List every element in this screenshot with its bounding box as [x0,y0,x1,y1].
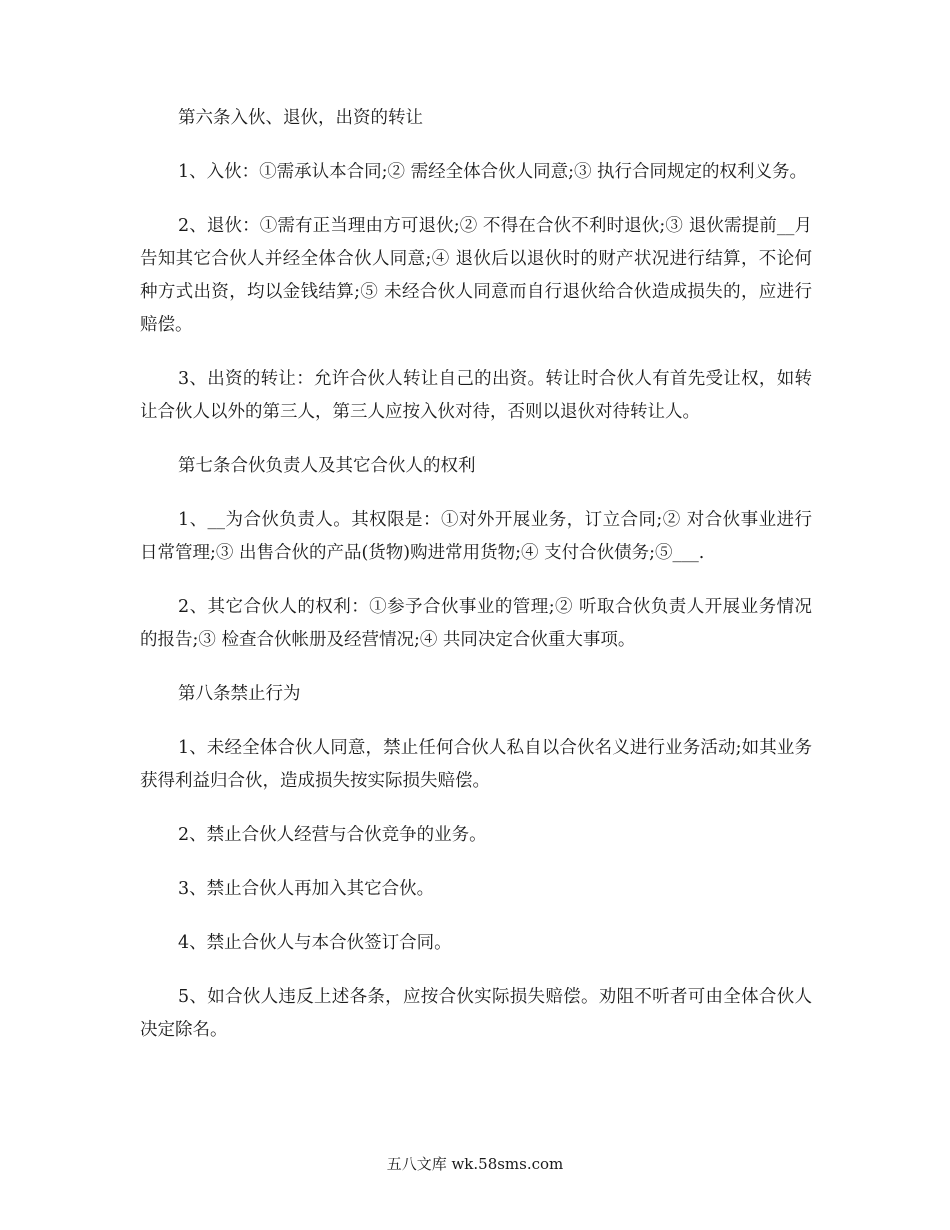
paragraph-capital-transfer: 3、出资的转让：允许合伙人转让自己的出资。转让时合伙人有首先受让权，如转让合伙人以外的第三人，第三人应按入伙对待，否则以退伙对待转让人。 [140,369,812,422]
section-heading-article-8: 第八条禁止行为 [178,684,301,704]
document-body [140,102,812,1068]
paragraph-joining: 1、入伙：①需承认本合同;② 需经全体合伙人同意;③ 执行合同规定的权利义务。 [178,162,808,182]
paragraph-prohibition-4: 4、禁止合伙人与本合伙签订合同。 [178,933,452,953]
page-footer: 五八文库 wk.58sms.com [386,1155,564,1173]
paragraph-other-partner-rights: 2、其它合伙人的权利：①参予合伙事业的管理;② 听取合伙负责人开展业务情况的报告;③ 检查合伙帐册及经营情况;④ 共同决定合伙重大事项。 [140,597,812,650]
paragraph-prohibition-5: 5、如合伙人违反上述各条，应按合伙实际损失赔偿。劝阻不听者可由全体合伙人决定除名。 [140,987,812,1040]
section-heading-article-7: 第七条合伙负责人及其它合伙人的权利 [178,456,476,476]
section-heading-article-6: 第六条入伙、退伙，出资的转让 [178,108,423,128]
paragraph-withdrawal: 2、退伙：①需有正当理由方可退伙;② 不得在合伙不利时退伙;③ 退伙需提前__月告知其它合伙人并经全体合伙人同意;④ 退伙后以退伙时的财产状况进行结算，不论何种方式出资，均以金钱结算;⑤ 未经合伙人同意而自行退伙给合伙造成损失的，应进行赔偿。 [140,216,812,335]
paragraph-prohibition-3: 3、禁止合伙人再加入其它合伙。 [178,879,435,899]
paragraph-partnership-head: 1、__为合伙负责人。其权限是：①对外开展业务，订立合同;② 对合伙事业进行日常管理;③ 出售合伙的产品(货物)购进常用货物;④ 支付合伙债务;⑤___. [140,510,812,563]
paragraph-prohibition-1: 1、未经全体合伙人同意，禁止任何合伙人私自以合伙名义进行业务活动;如其业务获得利益归合伙，造成损失按实际损失赔偿。 [140,738,812,791]
paragraph-prohibition-2: 2、禁止合伙人经营与合伙竞争的业务。 [178,825,487,845]
